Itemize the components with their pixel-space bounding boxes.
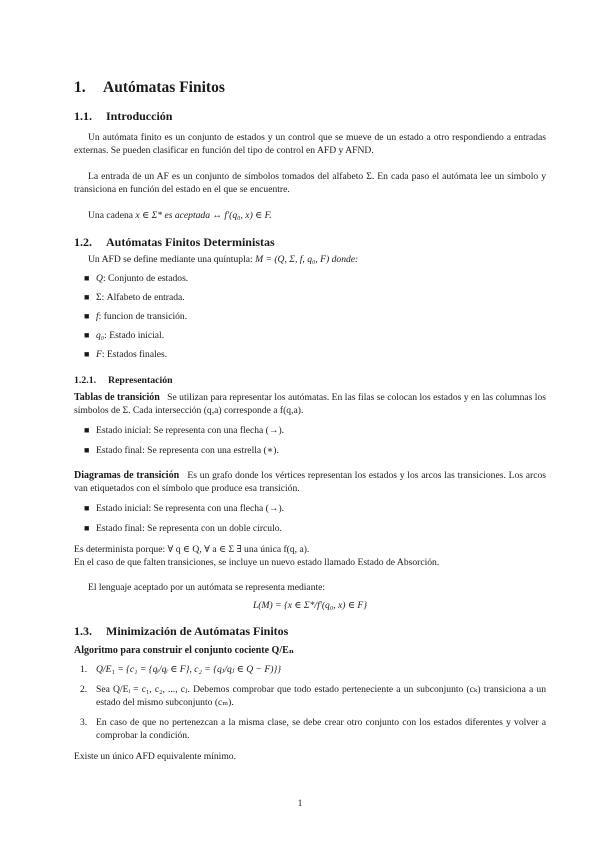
diagramas-list	[74, 502, 546, 535]
list-item: 1. Q/E₁ = {c₁ = {qᵢ/qᵢ ∈ F}, c₂ = {qⱼ/qⱼ ∈ Q − F)}}	[80, 664, 282, 675]
diagramas-text: Es un grafo donde los vértices representan los estados y los arcos las transiciones. Los arcos van etiquetados con el símbolo que produce esa transición.	[74, 470, 546, 494]
subsubsection-heading	[74, 374, 546, 387]
section-title: Autómatas Finitos	[103, 79, 225, 96]
subsection-number: 1.1.	[74, 109, 92, 123]
intro-paragraph-1: Un autómata finito es un conjunto de estados y un control que se mueve de un estado a otro respondiendo a entradas externas. Se pueden clasificar en función del tipo de control en AFD y AFND.	[74, 132, 546, 156]
tablas-text: Se utilizan para representar los autómatas. En las filas se colocan los estados y en las columnas los símbolos de Σ. Cada intersección (q,a) corresponde a f(q,a).	[74, 392, 546, 416]
subsection-heading-minimizacion	[74, 623, 546, 639]
list-item: 2. Sea Q/Eᵢ = c₁, c₂, ..., cⱼ. Debemos comprobar que todo estado perteneciente a un subconjunto (cₖ) transiciona a un estado del mismo subconjunto (cₘ).	[80, 684, 546, 708]
list-item: ■ Σ: Alfabeto de entrada.	[84, 292, 185, 303]
list-item: ■ q₀: Estado inicial.	[84, 330, 165, 341]
intro-paragraph-3	[74, 209, 546, 222]
algoritmo-heading: Algoritmo para construir el conjunto cociente Q/Eₙ	[74, 645, 294, 656]
algoritmo-steps	[74, 663, 546, 742]
section-number: 1.	[74, 79, 86, 96]
afd-definition	[74, 253, 546, 266]
list-item: ■ Estado final: Se representa con un doble círculo.	[84, 523, 282, 534]
subsection-heading-afd	[74, 234, 546, 250]
list-item: ■ Estado inicial: Se representa con una flecha (→).	[84, 503, 285, 514]
lenguaje-line: El lenguaje aceptado por un autómata se representa mediante:	[88, 582, 326, 593]
diagramas-heading: Diagramas de transición	[74, 470, 180, 481]
page-number: 1	[297, 798, 303, 809]
subsection-number: 1.2.	[74, 235, 92, 249]
afd-tuple-formula: M = (Q, Σ, f, q₀, F) donde:	[255, 254, 359, 265]
absorcion-line: En el caso de que falten transiciones, se incluye un nuevo estado llamado Estado de Absorción.	[74, 557, 440, 568]
determinista-line: Es determinista porque: ∀ q ∈ Q, ∀ a ∈ Σ ∃ una única f(q, a).	[74, 544, 310, 555]
intro-paragraph-2: La entrada de un AF es un conjunto de símbolos tomados del alfabeto Σ. En cada paso el autómata lee un símbolo y transiciona en función del estado en el que se encuentre.	[74, 171, 546, 195]
subsection-title: Minimización de Autómatas Finitos	[106, 624, 289, 638]
list-item: ■ Q: Conjunto de estados.	[84, 273, 189, 284]
page-content	[74, 74, 546, 763]
list-item: 3. En caso de que no pertenezcan a la misma clase, se debe crear otro conjunto con los estados diferentes y volver a comprobar la condición.	[80, 717, 546, 741]
list-item: ■ Estado final: Se representa con una estrella (∗).	[84, 445, 279, 456]
tablas-list	[74, 424, 546, 457]
tablas-heading: Tablas de transición	[74, 392, 160, 403]
list-item: ■ F: Estados finales.	[84, 349, 168, 360]
subsection-heading-intro	[74, 108, 546, 124]
subsection-title: Introducción	[106, 109, 173, 123]
list-item: ■ Estado inicial: Se representa con una flecha (→).	[84, 425, 285, 436]
closing-line: Existe un único AFD equivalente mínimo.	[74, 751, 237, 762]
afd-definition-text: Un AFD se define mediante una quíntupla:	[88, 254, 253, 265]
subsection-number: 1.3.	[74, 624, 92, 638]
acceptance-formula: x ∈ Σ* es aceptada ↔ f′(q₀, x) ∈ F.	[135, 210, 272, 221]
list-item: ■ f: funcion de transición.	[84, 311, 188, 322]
diagramas-paragraph	[74, 469, 546, 495]
section-heading	[74, 78, 546, 98]
afd-components-list	[74, 272, 546, 361]
subsection-title: Autómatas Finitos Deterministas	[106, 235, 275, 249]
subsubsection-title: Representación	[108, 375, 173, 386]
lenguaje-formula: L(M) = {x ∈ Σ*/f′(q₀, x) ∈ F}	[252, 600, 368, 611]
acceptance-text: Una cadena	[88, 210, 134, 221]
subsubsection-number: 1.2.1.	[74, 375, 97, 386]
tablas-paragraph	[74, 391, 546, 417]
